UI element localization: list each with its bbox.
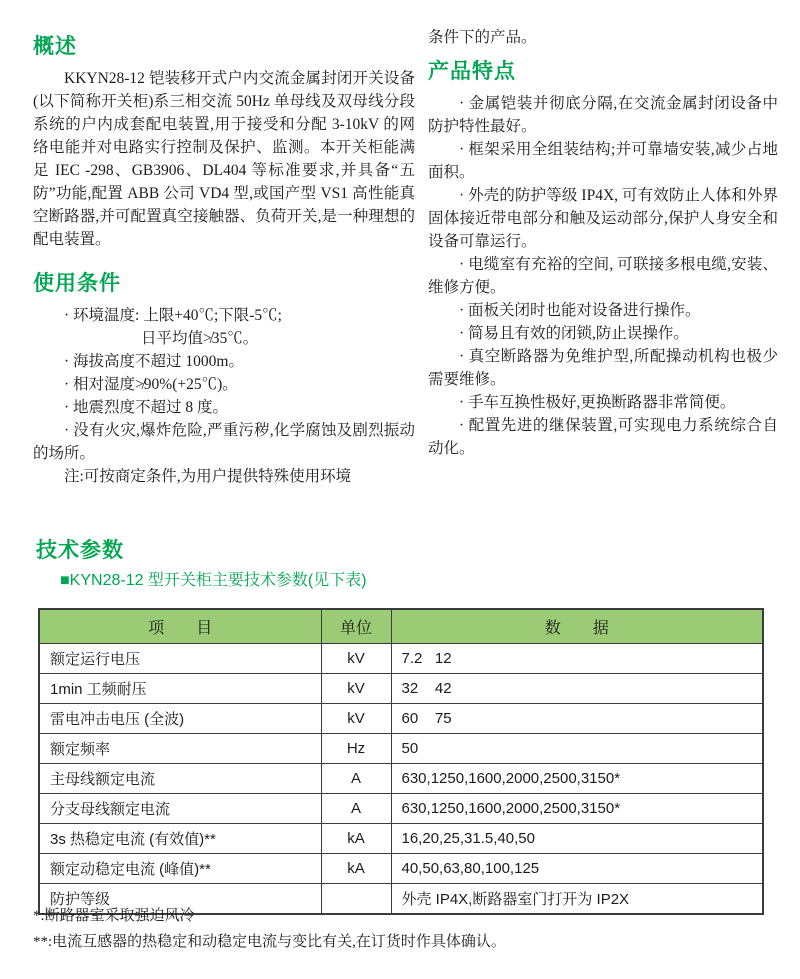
usage-item-seismic: · 地震烈度不超过 8 度。 xyxy=(64,399,229,416)
param-unit: kA xyxy=(321,854,391,884)
feature-item: · 电缆室有充裕的空间, 可联接多根电缆,安装、维修方便。 xyxy=(428,256,778,296)
feature-item: · 框架采用全组装结构;并可靠墙安装,减少占地面积。 xyxy=(428,141,778,181)
feature-item: · 金属铠装并彻底分隔,在交流金属封闭设备中防护特性最好。 xyxy=(428,95,778,135)
table-footnotes xyxy=(33,903,753,955)
table-row xyxy=(39,764,763,794)
left-column xyxy=(33,30,415,488)
param-value: 50 xyxy=(391,734,763,764)
param-name: 额定频率 xyxy=(39,734,321,764)
table-row xyxy=(39,674,763,704)
param-value: 60 75 xyxy=(391,704,763,734)
overview-body: KKYN28-12 铠装移开式户内交流金属封闭开关设备(以下简称开关柜)系三相交流 50Hz 单母线及双母线分段系统的户内成套配电装置,用于接受和分配 3-10kV 的网络电能并对电路实行控制及保护、监测。本开关柜能满足 IEC -298、GB3906、DL404 等标准要求,并具备“五防”功能,配置 ABB 公司 VD4 型,或国产型 VS1 高性能真空断路器,并可配置真空接触器、负荷开关,是一种理想的配电装置。 xyxy=(33,70,415,248)
overview-heading: 概述 xyxy=(33,35,77,58)
param-value: 32 42 xyxy=(391,674,763,704)
footnote-forced-cooling: *:断路器室采取强迫风冷 xyxy=(33,908,195,924)
param-value: 16,20,25,31.5,40,50 xyxy=(391,824,763,854)
param-value: 外壳 IP4X,断路器室门打开为 IP2X xyxy=(391,884,763,915)
param-unit: A xyxy=(321,764,391,794)
param-name: 分支母线额定电流 xyxy=(39,794,321,824)
tech-params-table xyxy=(38,608,764,915)
param-value: 7.2 12 xyxy=(391,644,763,674)
tech-params-subtitle: ■KYN28-12 型开关柜主要技术参数(见下表) xyxy=(60,572,367,589)
table-header-row xyxy=(39,609,763,644)
feature-item: · 配置先进的继保装置,可实现电力系统综合自动化。 xyxy=(428,417,778,457)
param-unit: kV xyxy=(321,644,391,674)
table-row xyxy=(39,644,763,674)
table-header-data: 数 据 xyxy=(391,609,763,644)
table-row xyxy=(39,704,763,734)
param-name: 防护等级 xyxy=(39,884,321,915)
usage-note: 注:可按商定条件,为用户提供特殊使用环境 xyxy=(64,468,352,485)
usage-item-temperature-avg: 日平均值≯35℃。 xyxy=(141,330,259,347)
param-unit: kV xyxy=(321,674,391,704)
table-row xyxy=(39,734,763,764)
feature-item: · 简易且有效的闭锁,防止误操作。 xyxy=(459,325,689,342)
feature-item: · 真空断路器为免维护型,所配操动机构也极少需要维修。 xyxy=(428,348,778,388)
usage-note-continuation: 条件下的产品。 xyxy=(428,29,537,46)
table-header-item: 项 目 xyxy=(39,609,321,644)
param-name: 1min 工频耐压 xyxy=(39,674,321,704)
tech-params-heading: 技术参数 xyxy=(36,539,124,562)
param-unit: A xyxy=(321,794,391,824)
right-column xyxy=(428,26,778,460)
table-row xyxy=(39,794,763,824)
param-name: 主母线额定电流 xyxy=(39,764,321,794)
product-features-list xyxy=(428,92,778,460)
feature-item: · 手车互换性极好,更换断路器非常简便。 xyxy=(459,394,736,411)
param-unit: kV xyxy=(321,704,391,734)
param-name: 额定动稳定电流 (峰值)** xyxy=(39,854,321,884)
usage-item-humidity: · 相对湿度≯90%(+25℃)。 xyxy=(64,376,238,393)
usage-conditions-list xyxy=(33,304,415,488)
table-header-unit: 单位 xyxy=(321,609,391,644)
param-name: 雷电冲击电压 (全波) xyxy=(39,704,321,734)
param-unit: kA xyxy=(321,824,391,854)
param-name: 3s 热稳定电流 (有效值)** xyxy=(39,824,321,854)
feature-item: · 外壳的防护等级 IP4X, 可有效防止人体和外界固体接近带电部分和触及运动部分,保护人身安全和设备可靠运行。 xyxy=(428,187,778,250)
param-name: 额定运行电压 xyxy=(39,644,321,674)
param-value: 630,1250,1600,2000,2500,3150* xyxy=(391,794,763,824)
feature-item: · 面板关闭时也能对设备进行操作。 xyxy=(459,302,701,319)
param-value: 40,50,63,80,100,125 xyxy=(391,854,763,884)
usage-conditions-heading: 使用条件 xyxy=(33,272,121,295)
usage-item-altitude: · 海拔高度不超过 1000m。 xyxy=(64,353,244,370)
usage-item-temperature: · 环境温度: 上限+40℃;下限-5℃; xyxy=(64,307,282,324)
param-value: 630,1250,1600,2000,2500,3150* xyxy=(391,764,763,794)
table-row xyxy=(39,824,763,854)
footnote-current-transformer: **:电流互感器的热稳定和动稳定电流与变比有关,在订货时作具体确认。 xyxy=(33,934,506,950)
param-unit: Hz xyxy=(321,734,391,764)
product-features-heading: 产品特点 xyxy=(428,60,516,83)
table-row xyxy=(39,854,763,884)
usage-item-environment: · 没有火灾,爆炸危险,严重污秽,化学腐蚀及剧烈振动的场所。 xyxy=(33,422,415,462)
